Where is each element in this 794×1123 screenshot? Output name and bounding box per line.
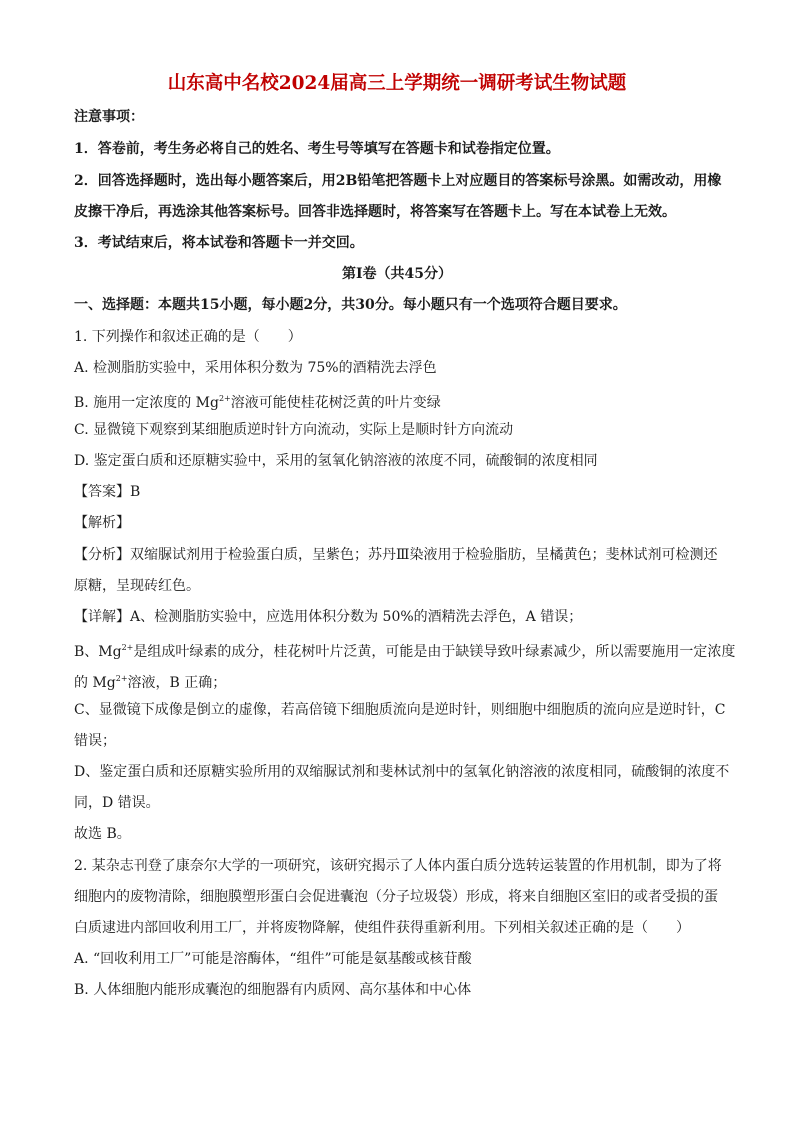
analysis-fenxi: 【分析】双缩脲试剂用于检验蛋白质，呈紫色；苏丹Ⅲ染液用于检验脂肪，呈橘黄色；斐林试剂可检测还 bbox=[74, 547, 718, 563]
answer-label: 【答案】B bbox=[74, 484, 141, 500]
notice-item-1: 1．答卷前，考生务必将自己的姓名、考生号等填写在答题卡和试卷指定位置。 bbox=[74, 141, 560, 157]
detail-d: D、鉴定蛋白质和还原糖实验所用的双缩脲试剂和斐林试剂中的氢氧化钠溶液的浓度相同，硫酸铜的浓度不 bbox=[74, 764, 730, 780]
notice-item-2-cont: 皮擦干净后，再选涂其他答案标号。回答非选择题时，将答案写在答题卡上。写在本试卷上无效。 bbox=[74, 204, 676, 220]
notice-heading: 注意事项： bbox=[74, 109, 144, 125]
detail-a: 【详解】A、检测脂肪实验中，应选用体积分数为 50%的酒精洗去浮色，A 错误； bbox=[74, 609, 583, 625]
detail-b-cont: 的 $Mg^{2+}$溶液，B 正确； bbox=[74, 674, 227, 691]
conclusion: 故选 B。 bbox=[74, 826, 131, 842]
question-1-option-b: B. 施用一定浓度的 $Mg^{2+}$溶液可能使桂花树泛黄的叶片变绿 bbox=[74, 394, 441, 411]
notice-item-3: 3．考试结束后，将本试卷和答题卡一并交回。 bbox=[74, 235, 364, 251]
question-1-option-d: D. 鉴定蛋白质和还原糖实验中，采用的氢氧化钠溶液的浓度不同，硫酸铜的浓度相同 bbox=[74, 453, 598, 469]
question-2-stem-cont-2: 白质逮进内部回收利用工厂，并将废物降解，使组件获得重新利用。下列相关叙述正确的是（ ） bbox=[74, 920, 690, 936]
part1-heading: 一、选择题：本题共15小题，每小题2分，共30分。每小题只有一个选项符合题目要求。 bbox=[74, 297, 627, 313]
question-2-stem: 2. 某杂志刊登了康奈尔大学的一项研究，该研究揭示了人体内蛋白质分选转运装置的作用机制，即为了将 bbox=[74, 858, 722, 874]
analysis-fenxi-cont: 原糖，呈现砖红色。 bbox=[74, 578, 200, 594]
question-2-stem-cont-1: 细胞内的废物清除，细胞膜塑形蛋白会促进囊泡（分子垃圾袋）形成，将来自细胞区室旧的或者受损的蛋 bbox=[74, 889, 718, 905]
detail-c: C、显微镜下成像是倒立的虚像，若高倍镜下细胞质流向是逆时针，则细胞中细胞质的流向应是逆时针，C bbox=[74, 702, 726, 718]
question-1-option-c: C. 显微镜下观察到某细胞质逆时针方向流动，实际上是顺时针方向流动 bbox=[74, 422, 514, 438]
notice-item-2: 2．回答选择题时，选出每小题答案后，用2B铅笔把答题卡上对应题目的答案标号涂黑。如需改动，用橡 bbox=[74, 173, 722, 189]
detail-c-cont: 错误； bbox=[74, 733, 116, 749]
analysis-label: 【解析】 bbox=[74, 515, 130, 531]
question-1-stem: 1. 下列操作和叙述正确的是（ ） bbox=[74, 329, 302, 345]
page-title: 山东高中名校2024届高三上学期统一调研考试生物试题 bbox=[167, 73, 627, 94]
question-1-option-a: A. 检测脂肪实验中，采用体积分数为 75%的酒精洗去浮色 bbox=[74, 360, 437, 376]
question-2-option-a: A. “回收利用工厂”可能是溶酶体，“组件”可能是氨基酸或核苷酸 bbox=[74, 951, 472, 967]
detail-d-cont: 同，D 错误。 bbox=[74, 795, 160, 811]
detail-b: B、$Mg^{2+}$是组成叶绿素的成分，桂花树叶片泛黄，可能是由于缺镁导致叶绿素减少，所以需要施用一定浓度 bbox=[74, 643, 736, 660]
question-2-option-b: B. 人体细胞内能形成囊泡的细胞器有内质网、高尔基体和中心体 bbox=[74, 982, 472, 998]
volume-heading: 第Ⅰ卷（共45分） bbox=[341, 266, 453, 282]
